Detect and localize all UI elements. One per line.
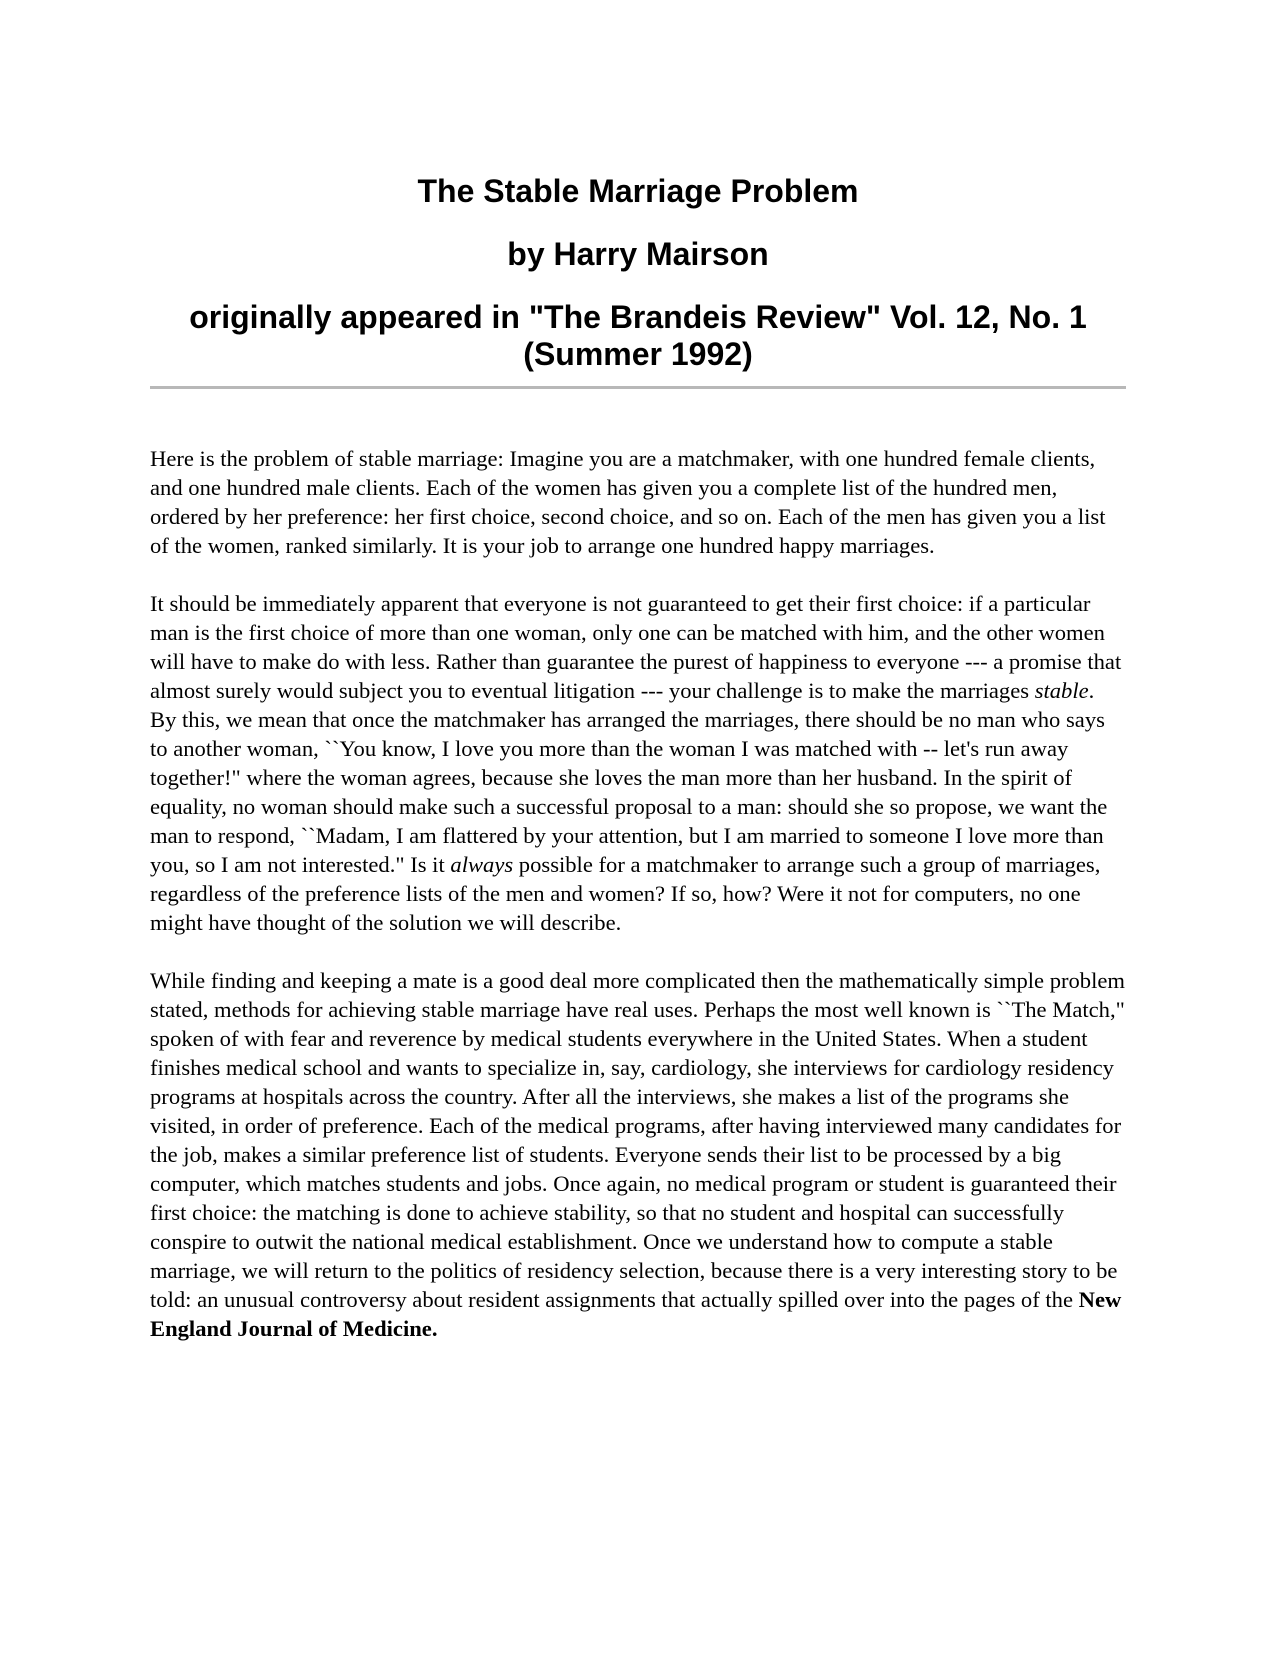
header-divider: [150, 386, 1126, 389]
article: [150, 168, 1126, 1343]
article-title: The Stable Marriage Problem: [417, 173, 859, 209]
article-source: originally appeared in "The Brandeis Review" Vol. 12, No. 1 (Summer 1992): [189, 299, 1087, 372]
journal-name: New England Journal of Medicine.: [150, 1287, 1122, 1341]
paragraph-the-match-text: While finding and keeping a mate is a good deal more complicated then the mathematically simple problem stated, methods for achieving stable marriage have real uses. Perhaps the most well known is ``The Match," spoken of with fear and reverence by medical students everywhere in the United States. When a student finishes medical school and wants to specialize in, say, cardiology, she interviews for cardiology residency programs at hospitals across the country. After all the interviews, she makes a list of the programs she visited, in order of preference. Each of the medical programs, after having interviewed many candidates for the job, makes a similar preference list of students. Everyone sends their list to be processed by a big computer, which matches students and jobs. Once again, no medical program or student is guaranteed their first choice: the matching is done to achieve stability, so that no student and hospital can successfully conspire to outwit the national medical establishment. Once we understand how to compute a stable marriage, we will return to the politics of residency selection, because there is a very interesting story to be told: an unusual controversy about resident assignments that actually spilled over into the pages of the: [150, 968, 1125, 1312]
paragraph-the-match: [150, 966, 1126, 1343]
paragraph-intro: Here is the problem of stable marriage: Imagine you are a matchmaker, with one hundred female clients, and one hundred male clients. Each of the women has given you a complete list of the hundred men, ordered by her preference: her first choice, second choice, and so on. Each of the men has given you a list of the women, ranked similarly. It is your job to arrange one hundred happy marriages.: [150, 446, 1106, 558]
article-author: by Harry Mairson: [507, 236, 769, 272]
paragraph-stability: [150, 589, 1126, 937]
emphasis-stable: stable: [1034, 678, 1089, 703]
paragraph-stability-text-1: It should be immediately apparent that everyone is not guaranteed to get their first choice: if a particular man is the first choice of more than one woman, only one can be matched with him, and the other women will have to make do with less. Rather than guarantee the purest of happiness to everyone --- a promise that almost surely would subject you to eventual litigation --- your challenge is to make the marriages: [150, 591, 1122, 703]
paragraph-stability-text-3: possible for a matchmaker to arrange such a group of marriages, regardless of the preference lists of the men and women? If so, how? Were it not for computers, no one might have thought of the solution we will describe.: [150, 852, 1101, 935]
paragraph-stability-text-2: . By this, we mean that once the matchmaker has arranged the marriages, there should be no man who says to another woman, ``You know, I love you more than the woman I was matched with -- let's run away together!" where the woman agrees, because she loves the man more than her husband. In the spirit of equality, no woman should make such a successful proposal to a man: should she so propose, we want the man to respond, ``Madam, I am flattered by your attention, but I am married to someone I love more than you, so I am not interested." Is it: [150, 678, 1108, 877]
emphasis-always: always: [450, 852, 514, 877]
